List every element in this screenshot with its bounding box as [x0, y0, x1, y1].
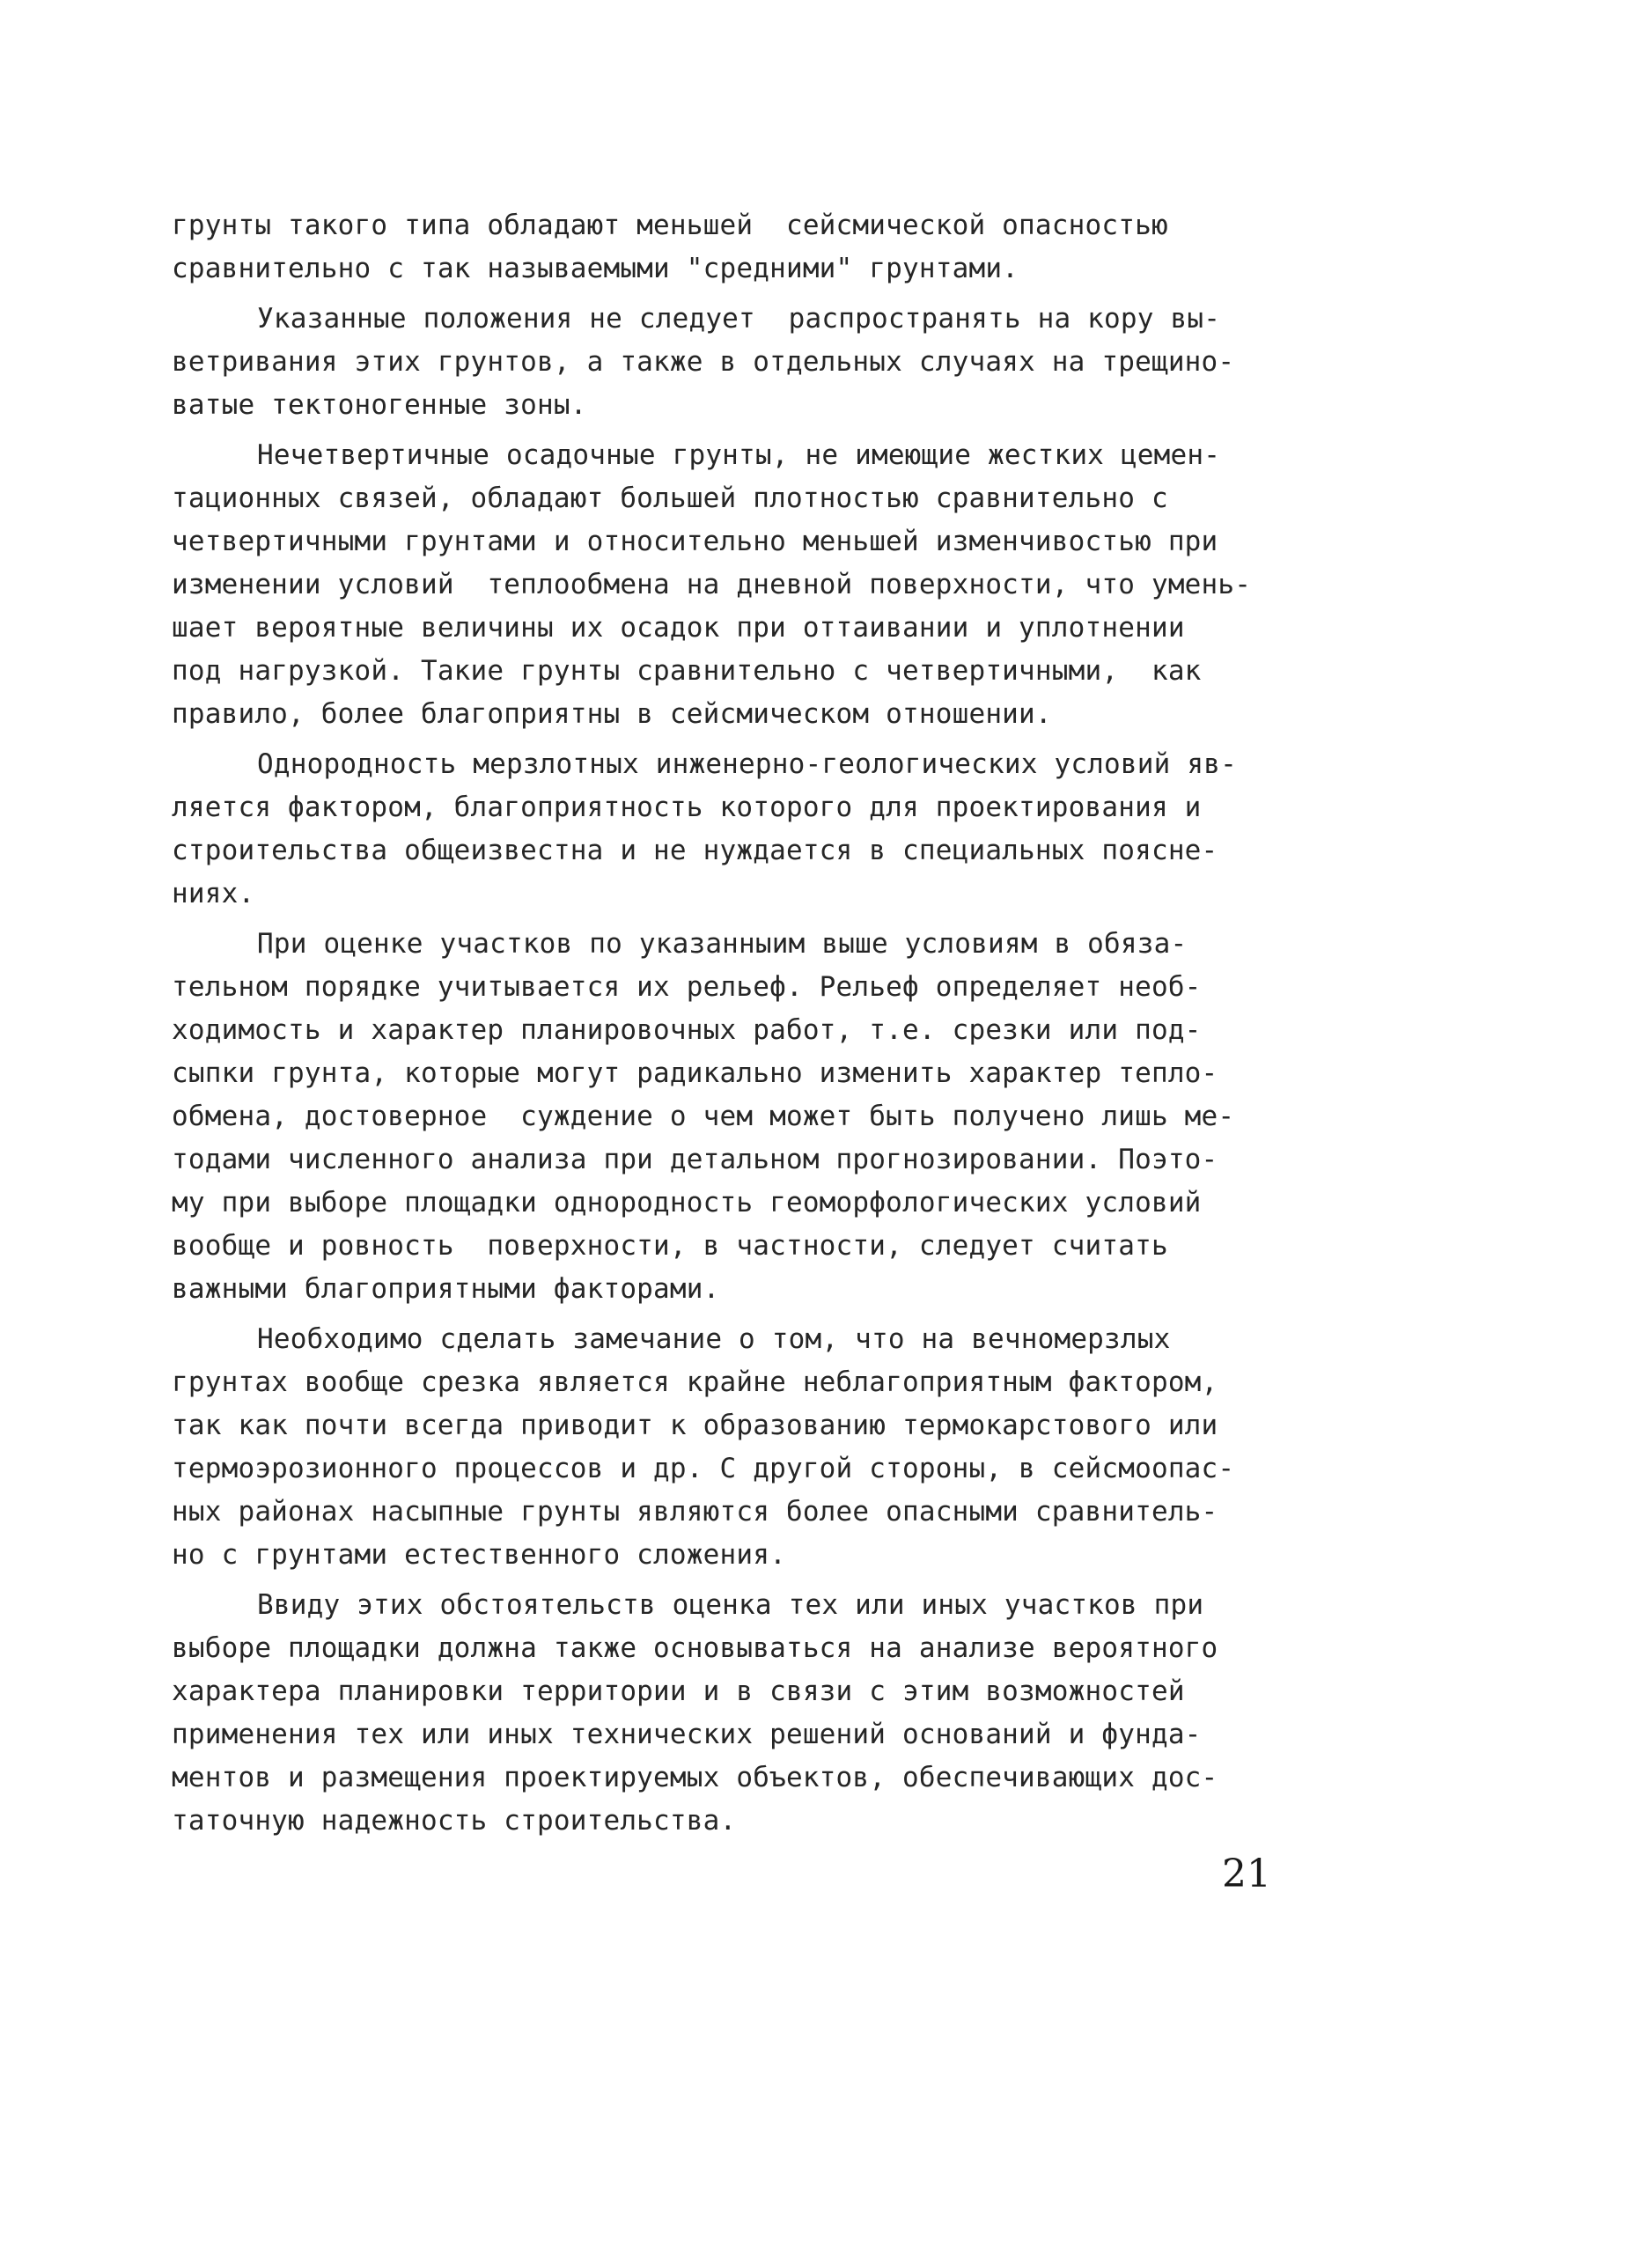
text-line: Однородность мерзлотных инженерно-геологических условий яв-: [257, 748, 1237, 780]
text-line: выборе площадки должна также основываться на анализе вероятного: [172, 1632, 1218, 1664]
text-line: строительства общеизвестна и не нуждается в специальных поясне-: [172, 835, 1218, 866]
text-line: важными благоприятными факторами.: [172, 1273, 720, 1305]
text-line: изменении условий теплообмена на дневной поверхности, что умень-: [172, 569, 1252, 600]
text-line: обмена, достоверное суждение о чем может быть получено лишь ме-: [172, 1101, 1235, 1132]
body-text: [172, 204, 1316, 1850]
text-line: тационных связей, обладают большей плотностью сравнительно с: [172, 482, 1168, 514]
text-line: му при выборе площадки однородность геоморфологических условий: [172, 1187, 1202, 1219]
text-line: так как почти всегда приводит к образованию термокарстового или: [172, 1410, 1218, 1441]
text-line: Указанные положения не следует распространять на кору вы-: [257, 303, 1221, 335]
text-line: При оценке участков по указанныим выше условиям в обяза-: [257, 928, 1188, 960]
text-line: шает вероятные величины их осадок при оттаивании и уплотнении: [172, 612, 1185, 644]
text-line: сравнительно с так называемыми "средними" грунтами.: [172, 253, 1019, 284]
text-line: четвертичными грунтами и относительно меньшей изменчивостью при: [172, 526, 1218, 557]
text-line: вообще и ровность поверхности, в частности, следует считать: [172, 1230, 1168, 1262]
text-line: применения тех или иных технических решений оснований и фунда-: [172, 1719, 1202, 1750]
paragraph-1: [172, 204, 1316, 291]
text-line: правило, более благоприятны в сейсмическом отношении.: [172, 698, 1052, 730]
text-line: ных районах насыпные грунты являются более опасными сравнитель-: [172, 1496, 1218, 1528]
text-line: ходимость и характер планировочных работ, т.е. срезки или под-: [172, 1014, 1202, 1046]
text-line: таточную надежность строительства.: [172, 1805, 737, 1837]
page-number: 21: [1222, 1852, 1271, 1896]
text-line: под нагрузкой. Такие грунты сравнительно с четвертичными, как: [172, 655, 1202, 687]
text-line: термоэрозионного процессов и др. С другой стороны, в сейсмоопас-: [172, 1453, 1235, 1484]
text-line: тельном порядке учитывается их рельеф. Рельеф определяет необ-: [172, 971, 1202, 1003]
paragraph-4: [172, 743, 1316, 916]
text-line: Нечетвертичные осадочные грунты, не имеющие жестких цемен-: [257, 439, 1221, 471]
text-line: грунты такого типа обладают меньшей сейсмической опасностью: [172, 210, 1168, 241]
text-line: Необходимо сделать замечание о том, что на вечномерзлых: [257, 1323, 1171, 1355]
text-line: ментов и размещения проектируемых объектов, обеспечивающих дос-: [172, 1762, 1218, 1793]
text-line: ветривания этих грунтов, а также в отдельных случаях на трещино-: [172, 346, 1235, 378]
text-line: Ввиду этих обстоятельств оценка тех или иных участков при: [257, 1589, 1204, 1621]
paragraph-7: [172, 1584, 1316, 1843]
paragraph-6: [172, 1318, 1316, 1577]
paragraph-3: [172, 434, 1316, 736]
text-line: грунтах вообще срезка является крайне неблагоприятным фактором,: [172, 1366, 1218, 1398]
text-line: ляется фактором, благоприятность которого для проектирования и: [172, 792, 1202, 823]
text-line: ниях.: [172, 878, 255, 909]
text-line: ватые тектоногенные зоны.: [172, 389, 587, 421]
text-line: сыпки грунта, которые могут радикально изменить характер тепло-: [172, 1057, 1218, 1089]
text-line: но с грунтами естественного сложения.: [172, 1539, 786, 1571]
text-line: тодами численного анализа при детальном прогнозировании. Поэто-: [172, 1144, 1218, 1175]
paragraph-5: [172, 923, 1316, 1311]
paragraph-2: [172, 298, 1316, 427]
text-line: характера планировки территории и в связи с этим возможностей: [172, 1675, 1185, 1707]
